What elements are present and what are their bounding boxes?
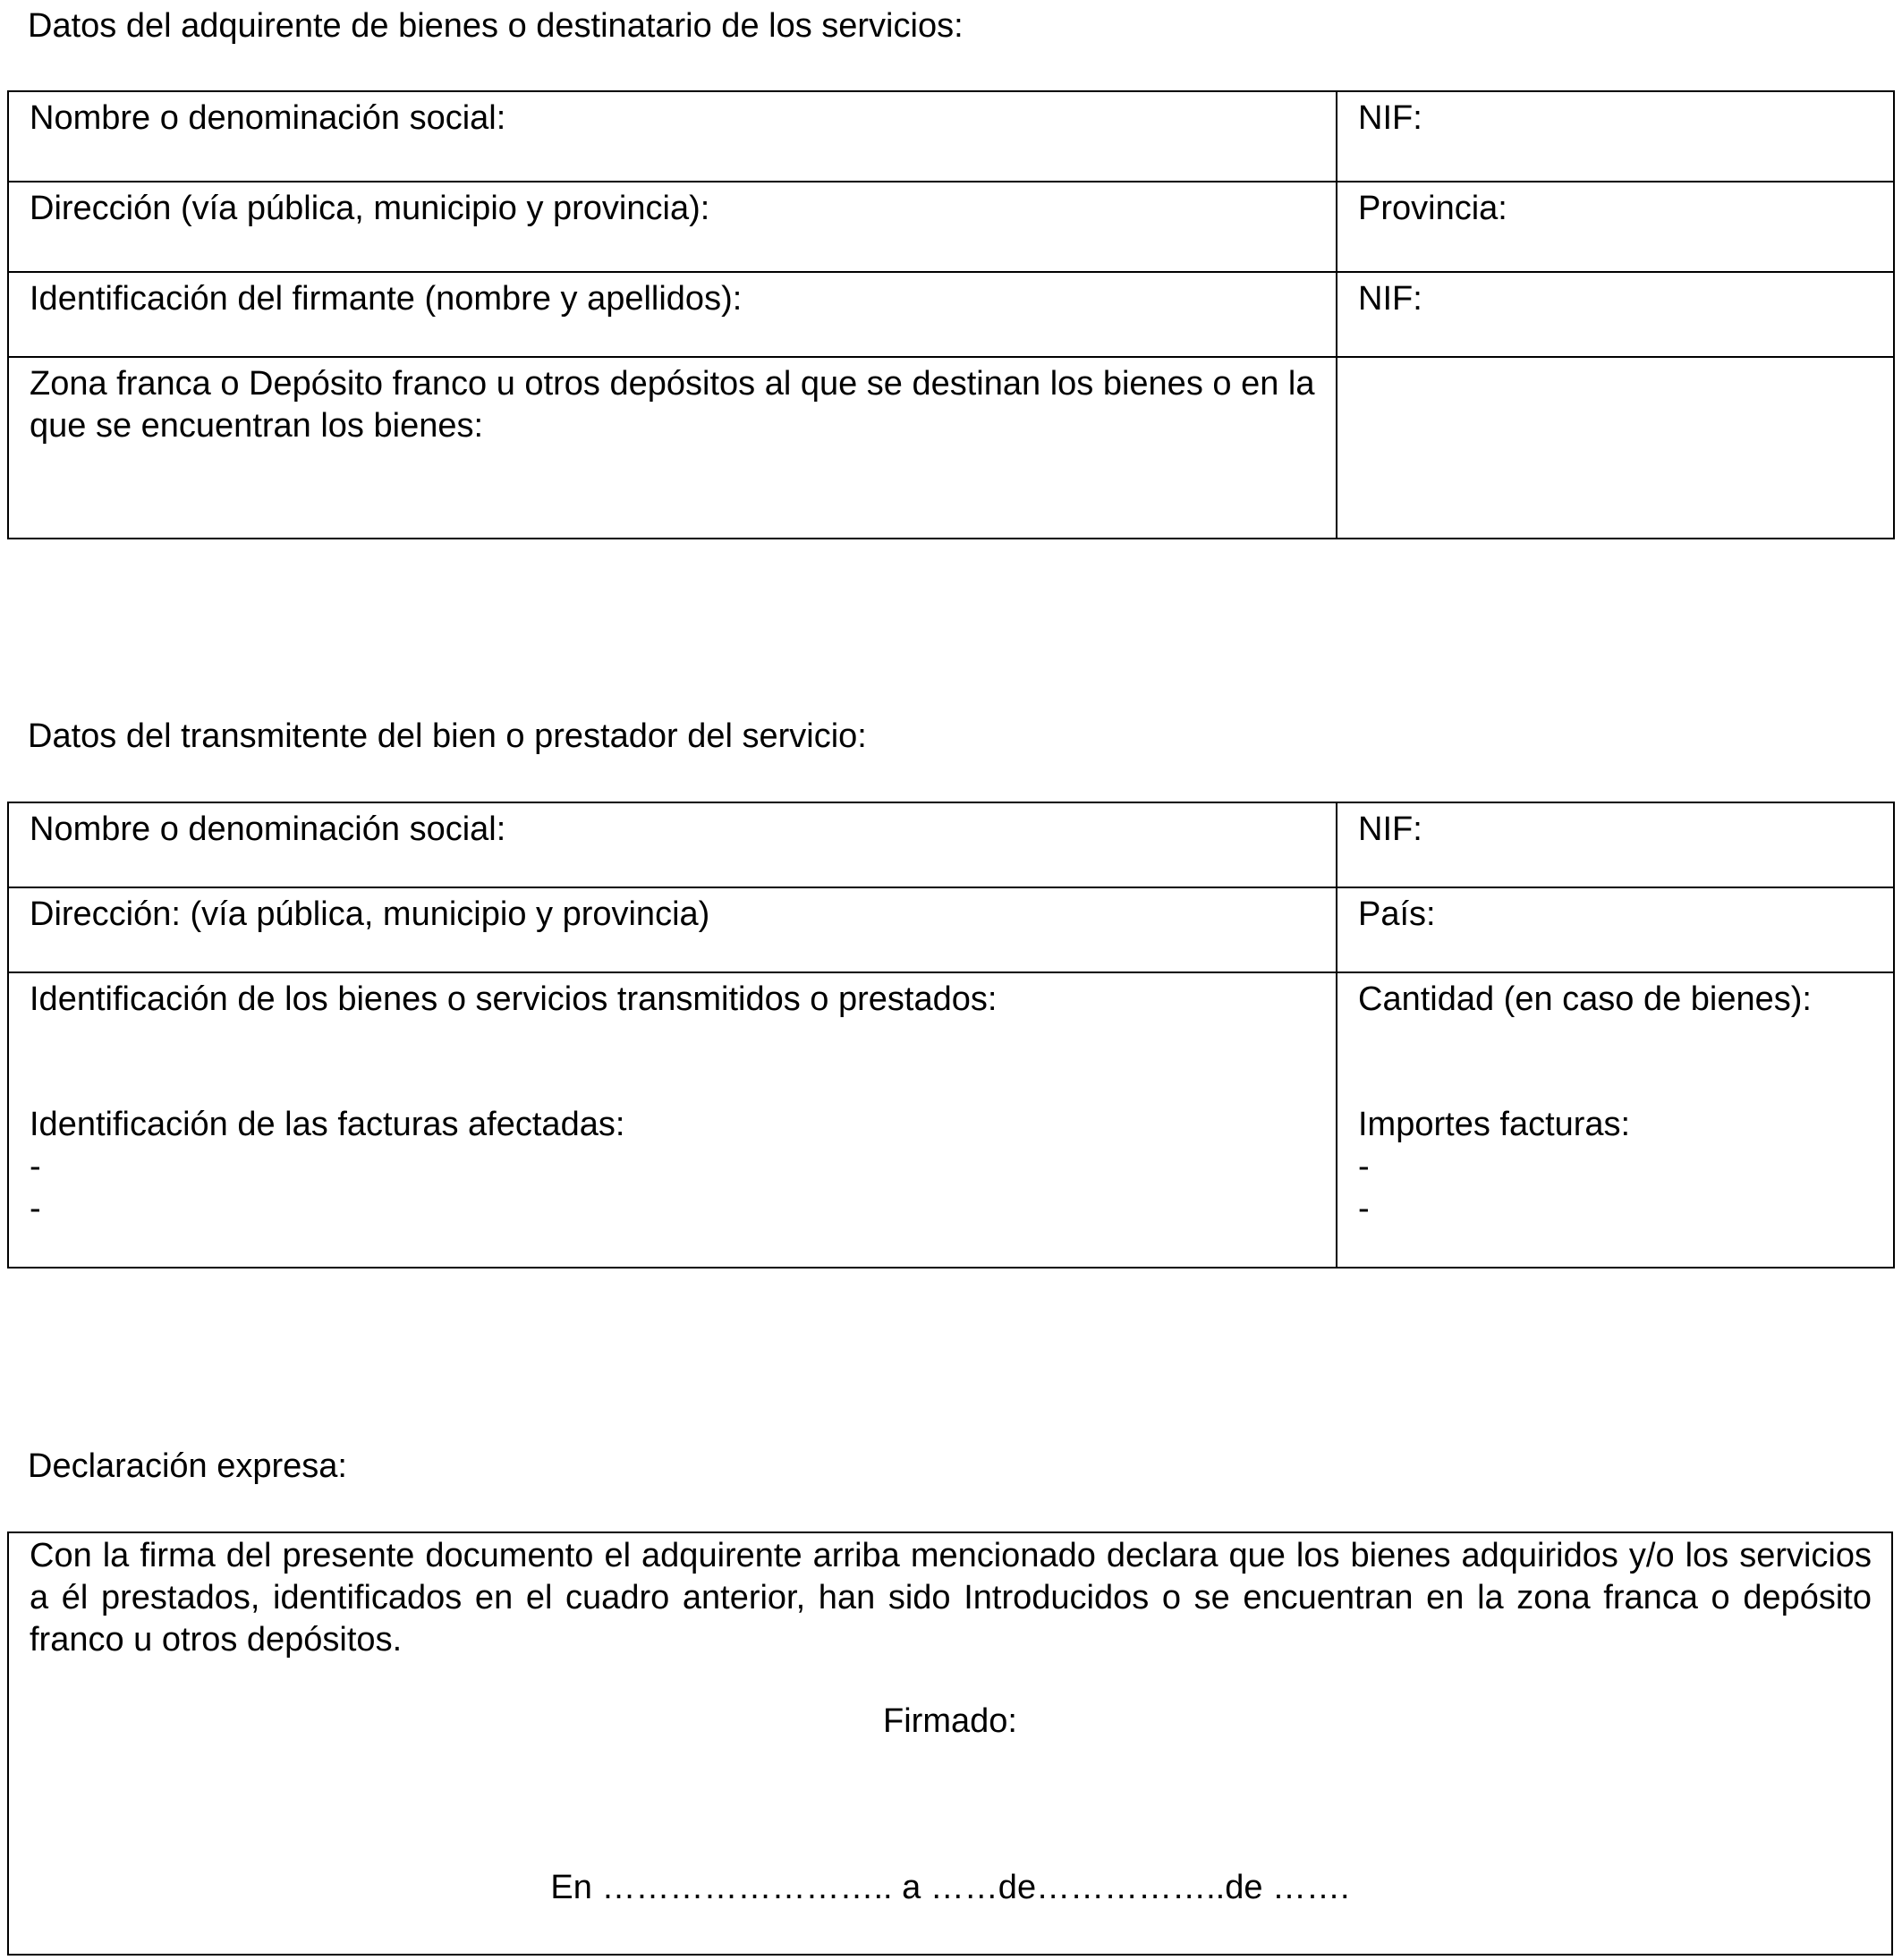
transmitente-nif-label: NIF: — [1358, 810, 1422, 848]
adquirente-row-zona — [8, 357, 1894, 539]
transmitente-pais-label: País: — [1358, 895, 1436, 933]
transmitente-bienes-cell[interactable] — [8, 972, 1337, 1268]
adquirente-provincia-cell[interactable] — [1337, 182, 1894, 272]
adquirente-provincia-label: Provincia: — [1358, 190, 1507, 227]
firmado-label: Firmado: — [883, 1702, 1017, 1740]
adquirente-row-nombre — [8, 91, 1894, 182]
transmitente-bienes-label: Identificación de los bienes o servicios transmitidos o prestados: — [30, 980, 998, 1018]
fecha-line[interactable]: En …………………….. a ……de……………..de ……. — [550, 1869, 1350, 1906]
adquirente-table — [7, 90, 1895, 539]
transmitente-cantidad-label: Cantidad (en caso de bienes): — [1358, 980, 1812, 1018]
adquirente-direccion-cell[interactable] — [8, 182, 1337, 272]
adquirente-heading: Datos del adquirente de bienes o destinatario de los servicios: — [28, 7, 964, 45]
declaracion-box — [7, 1532, 1893, 1956]
adquirente-firmante-nif-cell[interactable] — [1337, 272, 1894, 357]
transmitente-nif-cell[interactable] — [1337, 802, 1894, 887]
transmitente-direccion-label: Dirección: (vía pública, municipio y provincia) — [30, 895, 710, 933]
adquirente-zona-value-cell[interactable] — [1337, 357, 1894, 539]
adquirente-row-firmante — [8, 272, 1894, 357]
transmitente-row-direccion — [8, 887, 1894, 972]
adquirente-zona-label: Zona franca o Depósito franco u otros depósitos al que se destinan los bienes o en la que se encuentran los bienes: — [30, 365, 1315, 445]
transmitente-heading: Datos del transmitente del bien o prestador del servicio: — [28, 717, 867, 755]
transmitente-importes-label: Importes facturas: — [1358, 1106, 1631, 1143]
importe-item: - — [1358, 1148, 1370, 1185]
adquirente-nif-label: NIF: — [1358, 99, 1422, 137]
factura-item: - — [30, 1190, 41, 1227]
transmitente-nombre-cell[interactable] — [8, 802, 1337, 887]
transmitente-nombre-label: Nombre o denominación social: — [30, 810, 506, 848]
declaracion-text: Con la firma del presente documento el adquirente arriba mencionado declara que los bienes adquiridos y/o los servicios a él prestados, identificados en el cuadro anterior, han sido Introducidos o se encuentran en la zona franca o depósito franco u otros depósitos. — [30, 1537, 1872, 1659]
adquirente-firmante-label: Identificación del firmante (nombre y apellidos): — [30, 280, 743, 318]
transmitente-row-bienes — [8, 972, 1894, 1268]
importe-item: - — [1358, 1190, 1370, 1227]
adquirente-row-direccion — [8, 182, 1894, 272]
adquirente-firmante-nif-label: NIF: — [1358, 280, 1422, 318]
transmitente-direccion-cell[interactable] — [8, 887, 1337, 972]
adquirente-zona-cell — [8, 357, 1337, 539]
adquirente-direccion-label: Dirección (vía pública, municipio y provincia): — [30, 190, 710, 227]
adquirente-nombre-cell[interactable] — [8, 91, 1337, 182]
transmitente-pais-cell[interactable] — [1337, 887, 1894, 972]
transmitente-row-nombre — [8, 802, 1894, 887]
adquirente-firmante-cell[interactable] — [8, 272, 1337, 357]
factura-item: - — [30, 1148, 41, 1185]
transmitente-table — [7, 802, 1895, 1268]
transmitente-facturas-label: Identificación de las facturas afectadas: — [30, 1106, 625, 1143]
declaracion-heading: Declaración expresa: — [28, 1447, 347, 1485]
adquirente-nif-cell[interactable] — [1337, 91, 1894, 182]
transmitente-cantidad-cell[interactable] — [1337, 972, 1894, 1268]
adquirente-nombre-label: Nombre o denominación social: — [30, 99, 506, 137]
